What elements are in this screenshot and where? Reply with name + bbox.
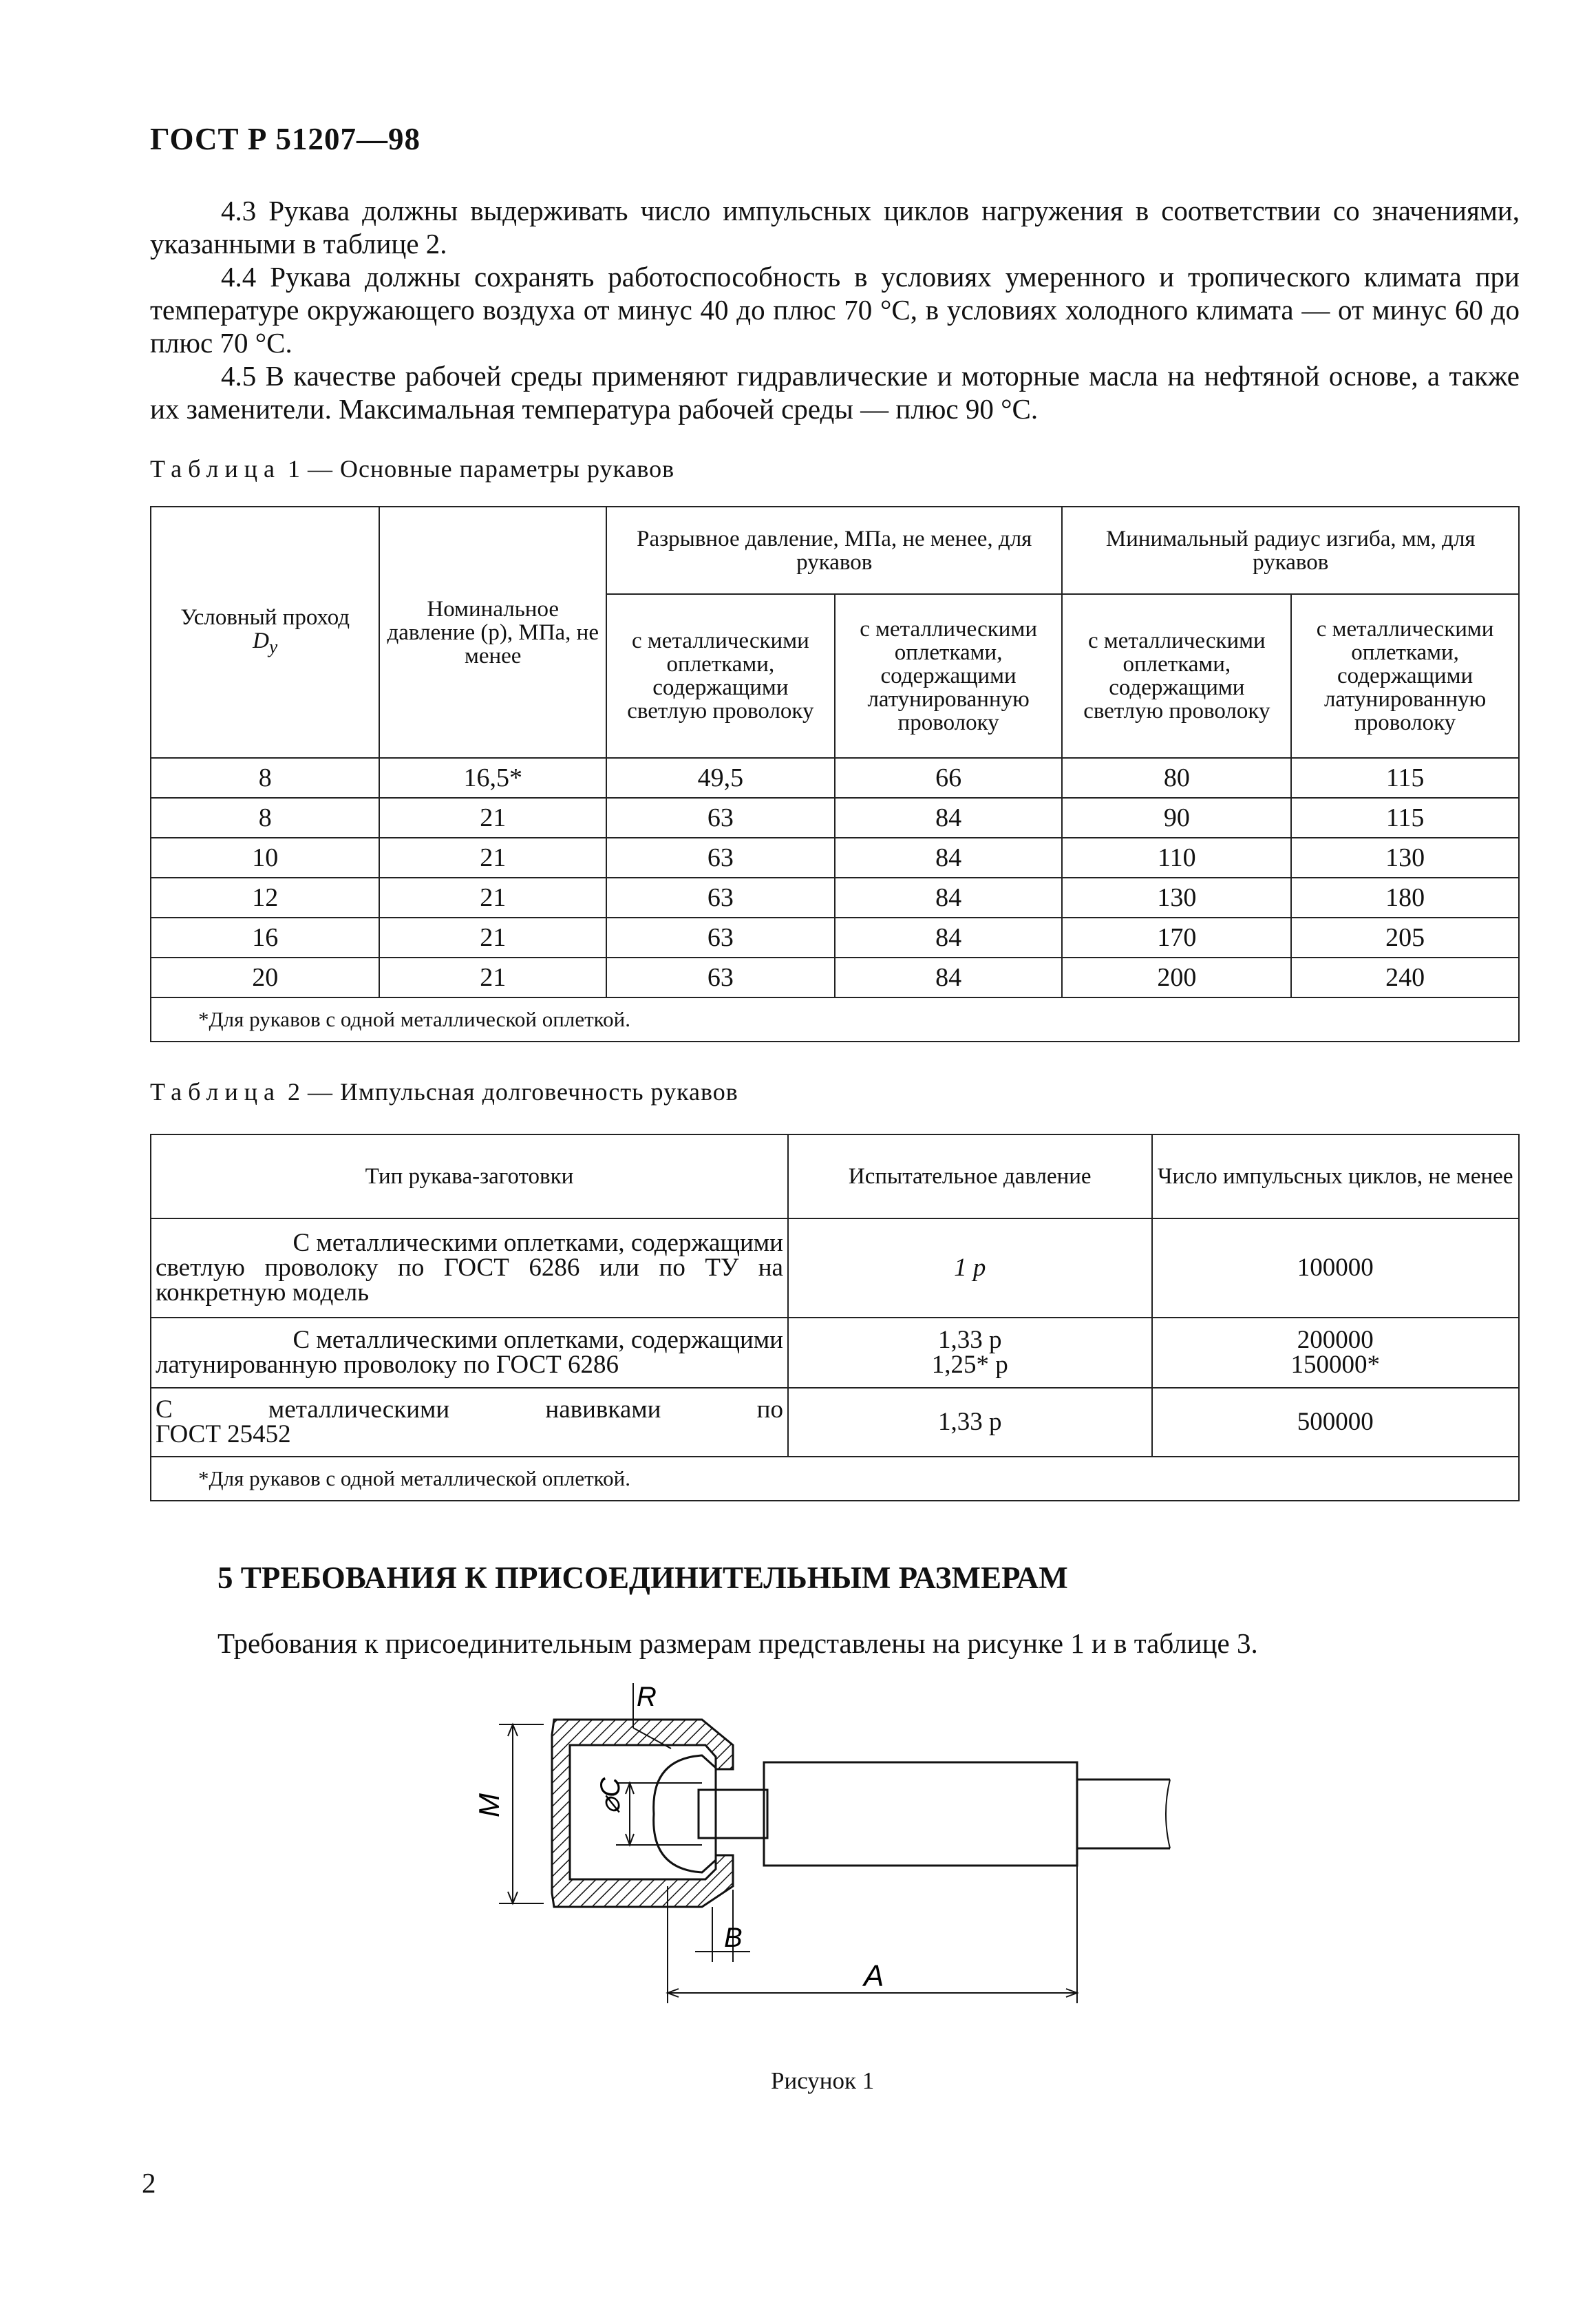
table-row bbox=[151, 758, 1519, 798]
table-cell: 110 bbox=[1062, 838, 1291, 878]
paragraphs bbox=[150, 194, 1520, 425]
table2-header-pressure: Испытательное давление bbox=[788, 1134, 1152, 1218]
table-cell: 80 bbox=[1062, 758, 1291, 798]
table-cell: 8 bbox=[151, 798, 379, 838]
table-cell: 21 bbox=[379, 918, 606, 958]
table-cell: 115 bbox=[1291, 798, 1519, 838]
table-cell: 63 bbox=[606, 878, 835, 918]
table-row bbox=[151, 958, 1519, 997]
figure-1-drawing bbox=[468, 1680, 1211, 2038]
table-cell: 63 bbox=[606, 918, 835, 958]
table2-row1-type-line2: светлую проволоку по ГОСТ 6286 или по ТУ на bbox=[156, 1254, 783, 1282]
page-number: 2 bbox=[142, 2167, 156, 2199]
label-r: R bbox=[637, 1682, 657, 1712]
section-text: Требования к присоединительным размерам представлены на рисунке 1 и в таблице 3. bbox=[217, 1627, 1258, 1659]
section-heading: 5 ТРЕБОВАНИЯ К ПРИСОЕДИНИТЕЛЬНЫМ РАЗМЕРАМ bbox=[217, 1561, 1068, 1595]
table2-footnote: *Для рукавов с одной металлической оплеткой. bbox=[151, 1457, 1519, 1501]
paragraph-4-4: 4.4 Рукава должны сохранять работоспособность в условиях умеренного и тропического климата при температуре окружающего воздуха от минус 40 до плюс 70 °С, в условиях холодного климата — от минус 60 до плюс 70 °С. bbox=[150, 261, 1520, 359]
table2-caption bbox=[150, 1077, 738, 1106]
table1-caption-word: Таблица bbox=[150, 455, 281, 483]
table-cell bbox=[1152, 1318, 1519, 1388]
table2-row1-type-line3: конкретную модель bbox=[156, 1278, 370, 1307]
table-cell: 240 bbox=[1291, 958, 1519, 997]
table-cell: 100000 bbox=[1152, 1218, 1519, 1318]
table1 bbox=[150, 506, 1520, 1042]
table-row bbox=[151, 1388, 1519, 1457]
table-cell: 170 bbox=[1062, 918, 1291, 958]
table2-row2-pressure2: 1,25* p bbox=[931, 1351, 1008, 1379]
table-cell: 84 bbox=[835, 958, 1063, 997]
table-cell: 500000 bbox=[1152, 1388, 1519, 1457]
table-cell: 49,5 bbox=[606, 758, 835, 798]
table-cell bbox=[151, 1388, 788, 1457]
table-cell: 10 bbox=[151, 838, 379, 878]
table-cell: 1,33 p bbox=[788, 1388, 1152, 1457]
table-cell: 84 bbox=[835, 918, 1063, 958]
table-row bbox=[151, 1218, 1519, 1318]
table-cell: 20 bbox=[151, 958, 379, 997]
table-cell: 21 bbox=[379, 838, 606, 878]
table-cell: 130 bbox=[1291, 838, 1519, 878]
table1-caption-text: 1 — Основные параметры рукавов bbox=[280, 455, 675, 483]
figure-caption: Рисунок 1 bbox=[771, 2067, 875, 2094]
table-cell bbox=[788, 1318, 1152, 1388]
table-cell: 200 bbox=[1062, 958, 1291, 997]
table2 bbox=[150, 1134, 1520, 1501]
table-cell: 21 bbox=[379, 958, 606, 997]
table1-header-dy-label: Условный проход bbox=[180, 605, 350, 631]
table1-caption bbox=[150, 454, 674, 483]
table-cell: 84 bbox=[835, 878, 1063, 918]
table2-caption-word: Таблица bbox=[150, 1078, 281, 1106]
table2-header-cycles: Число импульсных циклов, не менее bbox=[1152, 1134, 1519, 1218]
table-cell: 8 bbox=[151, 758, 379, 798]
table1-header-dy-symbol: D bbox=[253, 629, 270, 654]
table-cell: 66 bbox=[835, 758, 1063, 798]
table1-header-nominal-pressure: Номинальное давление (p), МПа, не менее bbox=[379, 507, 606, 758]
table-cell: 205 bbox=[1291, 918, 1519, 958]
table-cell: 21 bbox=[379, 878, 606, 918]
table1-header-burst-light: с металлическими оплетками, содержащими светлую проволоку bbox=[606, 594, 835, 758]
table-cell: 16,5* bbox=[379, 758, 606, 798]
table2-row3-type-line1: С металлическими навивками по bbox=[156, 1395, 783, 1424]
table-row bbox=[151, 838, 1519, 878]
label-a: A bbox=[864, 1959, 884, 1993]
table-cell: 21 bbox=[379, 798, 606, 838]
table-cell: 90 bbox=[1062, 798, 1291, 838]
table-cell: 12 bbox=[151, 878, 379, 918]
table1-header-radius-light: с металлическими оплетками, содержащими светлую проволоку bbox=[1062, 594, 1291, 758]
label-m: M bbox=[473, 1793, 505, 1817]
table-cell: 180 bbox=[1291, 878, 1519, 918]
table1-header-radius-brass: с металлическими оплетками, содержащими латунированную проволоку bbox=[1291, 594, 1519, 758]
table-cell: 63 bbox=[606, 838, 835, 878]
table-cell: 63 bbox=[606, 958, 835, 997]
table2-row1-pressure: 1 p bbox=[954, 1254, 986, 1282]
table2-row2-cycles2: 150000* bbox=[1290, 1351, 1380, 1379]
table1-header-dy-subscript: y bbox=[269, 635, 278, 657]
table-cell: 63 bbox=[606, 798, 835, 838]
table2-row2-type-line1: С металлическими оплетками, содержащими bbox=[292, 1326, 783, 1354]
table-row bbox=[151, 878, 1519, 918]
table2-header-type: Тип рукава-заготовки bbox=[151, 1134, 788, 1218]
document-header: ГОСТ Р 51207—98 bbox=[150, 122, 421, 156]
table2-row1-type-line1: С металлическими оплетками, содержащими bbox=[292, 1229, 783, 1257]
table-cell bbox=[151, 1318, 788, 1388]
table-cell: 115 bbox=[1291, 758, 1519, 798]
paragraph-4-3: 4.3 Рукава должны выдерживать число импульсных циклов нагружения в соответствии со значениями, указанными в таблице 2. bbox=[150, 195, 1520, 260]
paragraph-4-5: 4.5 В качестве рабочей среды применяют гидравлические и моторные масла на нефтяной основе, а также их заменители. Максимальная температура рабочей среды — плюс 90 °С. bbox=[150, 360, 1520, 425]
table-cell: 84 bbox=[835, 838, 1063, 878]
table2-row2-type-line2: латунированную проволоку по ГОСТ 6286 bbox=[156, 1351, 619, 1379]
table-row bbox=[151, 918, 1519, 958]
table-row bbox=[151, 798, 1519, 838]
table2-row2-cycles: 200000 bbox=[1297, 1326, 1374, 1354]
table1-footnote: *Для рукавов с одной металлической оплеткой. bbox=[151, 997, 1519, 1042]
table2-row2-pressure: 1,33 p bbox=[938, 1326, 1002, 1354]
table1-header-dy bbox=[151, 507, 379, 758]
label-b: B bbox=[724, 1923, 743, 1953]
table-row bbox=[151, 1318, 1519, 1388]
table2-caption-text: 2 — Импульсная долговечность рукавов bbox=[280, 1078, 738, 1106]
table2-row3-type-line2: ГОСТ 25452 bbox=[156, 1420, 291, 1448]
table-cell bbox=[788, 1218, 1152, 1318]
label-diameter-c: ⌀C bbox=[595, 1777, 626, 1814]
table-cell bbox=[151, 1218, 788, 1318]
table1-header-bend-radius: Минимальный радиус изгиба, мм, для рукавов bbox=[1062, 507, 1519, 594]
table-cell: 16 bbox=[151, 918, 379, 958]
table1-header-burst-brass: с металлическими оплетками, содержащими латунированную проволоку bbox=[835, 594, 1063, 758]
table-cell: 130 bbox=[1062, 878, 1291, 918]
table-cell: 84 bbox=[835, 798, 1063, 838]
table1-header-burst-pressure: Разрывное давление, МПа, не менее, для рукавов bbox=[606, 507, 1062, 594]
